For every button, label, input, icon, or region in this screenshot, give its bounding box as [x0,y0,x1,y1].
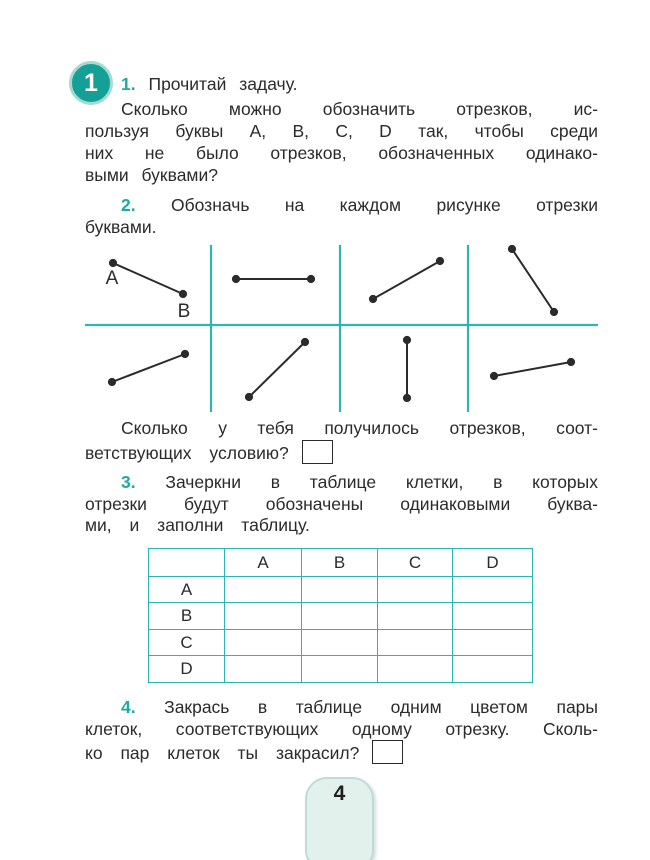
table-cell-a-c[interactable] [378,577,453,603]
table-cell-a-b[interactable] [302,577,378,603]
segments-figure [0,238,650,420]
answer-box-pairs-count[interactable] [372,740,403,764]
task-1-text-line [85,99,598,120]
endpoint-dot [404,395,410,401]
row-header: А [149,577,225,603]
letters-table [148,548,533,683]
endpoint-dot [509,246,515,252]
task-1-title: Прочитай задачу. [148,74,298,94]
page-number-badge [305,777,374,860]
segment-ab [113,263,183,294]
endpoint-dot [233,276,239,282]
task-4-text: Закрась в таблице одним цветом пары [164,697,598,717]
task-1-text-line [85,165,598,186]
task-4-text: клеток, соответствующих одному отрезку. Сколь- [85,719,598,739]
task-4-text: ко пар клеток ты закрасил? [85,743,360,763]
table-cell-c-b[interactable] [302,630,378,656]
table-cell-c-c[interactable] [378,630,453,656]
row-header: С [149,630,225,656]
table-row [149,656,533,683]
endpoint-dot [110,260,116,266]
endpoint-dot [180,291,186,297]
row-header: D [149,656,225,683]
column-header: В [302,549,378,577]
task-3-title-line [85,472,598,493]
task-3-number: 3. [121,472,136,492]
table-cell-d-d[interactable] [453,656,533,683]
segment [112,354,185,382]
table-cell-d-c[interactable] [378,656,453,683]
table-cell-d-a[interactable] [225,656,302,683]
endpoint-dot [491,373,497,379]
endpoint-dot [437,258,443,264]
endpoint-label-b: B [177,301,191,322]
segment [373,261,440,299]
task-2-number: 2. [121,195,136,215]
question-line [85,418,598,439]
task-3-text-line [85,494,598,515]
task-4-text-line [85,719,598,740]
task-1-text: Сколько можно обозначить отрезков, ис- [121,99,598,119]
table-cell-d-b[interactable] [302,656,378,683]
column-header: D [453,549,533,577]
table-cell-a-a[interactable] [225,577,302,603]
table-row [149,577,533,603]
task-4-number: 4. [121,697,136,717]
table-cell-b-a[interactable] [225,603,302,630]
task-3-text: ми, и заполни таблицу. [85,515,310,535]
task-2-text: Обозначь на каждом рисунке отрезки [171,195,598,215]
question-line [85,440,598,464]
endpoint-dot [568,359,574,365]
task-1-text: них не было отрезков, обозначенных одинако- [85,143,598,163]
endpoint-label-a: A [105,268,119,289]
table-header-row [149,549,533,577]
table-cell-c-d[interactable] [453,630,533,656]
answer-box-segments-count[interactable] [302,440,333,464]
task-1-badge-number: 1 [84,68,98,97]
endpoint-dot [302,339,308,345]
table-cell-a-d[interactable] [453,577,533,603]
task-1-text: выми буквами? [85,165,218,185]
endpoint-dot [182,351,188,357]
table-cell-b-d[interactable] [453,603,533,630]
segment [249,342,305,397]
table-corner-cell [149,549,225,577]
task-3-text-line [85,515,598,536]
task-1-number: 1. [121,74,136,94]
task-1-text: пользуя буквы А, В, С, D так, чтобы среди [85,121,598,141]
task-1-title-line [85,74,598,95]
row-header: В [149,603,225,630]
question-text: Сколько у тебя получилось отрезков, соот- [121,418,598,438]
column-header: А [225,549,302,577]
endpoint-dot [370,296,376,302]
segment [494,362,571,376]
task-2-title-line [85,195,598,216]
task-3-text: Зачеркни в таблице клетки, в которых [165,472,598,492]
table-cell-c-a[interactable] [225,630,302,656]
table-cell-b-c[interactable] [378,603,453,630]
endpoint-dot [308,276,314,282]
table-row [149,603,533,630]
task-1-text-line [85,143,598,164]
segment [512,249,554,312]
task-4-title-line [85,697,598,718]
page-number: 4 [333,782,346,805]
endpoint-dot [551,309,557,315]
task-2-text: буквами. [85,217,157,237]
table-row [149,630,533,656]
endpoint-dot [109,379,115,385]
task-1-text-line [85,121,598,142]
question-text: ветствующих условию? [85,443,289,463]
task-3-text: отрезки будут обозначены одинаковыми буква- [85,494,598,514]
task-4-text-line [85,740,598,764]
column-header: С [378,549,453,577]
table-cell-b-b[interactable] [302,603,378,630]
endpoint-dot [404,337,410,343]
task-2-text-line [85,217,598,238]
endpoint-dot [246,394,252,400]
